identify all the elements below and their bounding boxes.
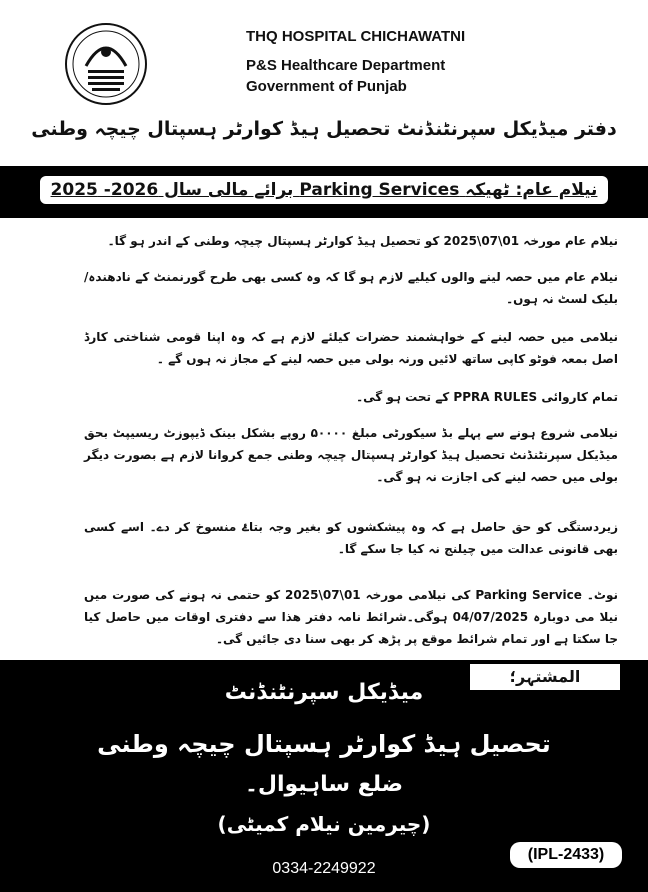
paragraph-ppra: تمام کاروائی PPRA RULES کے تحت ہو گی۔ [356, 390, 618, 404]
hospital-name: THQ HOSPITAL CHICHAWATNI [246, 28, 466, 45]
ipl-number: (IPL-2433) [510, 842, 622, 868]
paragraph-date: نیلام عام مورخہ 01\07\2025 کو تحصیل ہیڈ کوارٹر ہسپتال چیچہ وطنی کے اندر ہو گا۔ [107, 234, 618, 248]
paragraph-bid-security: نیلامی شروع ہونے سے پہلے بڈ سیکورٹی مبلغ ۵۰۰۰۰ روپے بشکل بینک ڈیپوزٹ ریسیپٹ بحق میڈیکل سپرنٹنڈنٹ تحصیل ہیڈ کوارٹر ہسپتال چیچہ وطنی جمع کروانا لازم ہے بصورت دیگر بولی میں حصہ لینے کی اجازت نہ ہو گی۔ [84, 426, 618, 484]
headline-suffix: برائے مالی سال 2026- 2025 [50, 180, 294, 200]
advertiser-label: المشتہر؛ [470, 664, 620, 690]
office-title: دفتر میڈیکل سپرنٹنڈنٹ تحصیل ہیڈ کوارٹر ہسپتال چیچہ وطنی [31, 118, 617, 140]
paragraph-eligibility: نیلام عام میں حصہ لینے والوں کیلیے لازم ہو گا کہ وہ کسی بھی طرح گورنمنٹ کے نادھندہ/ بلیک لسٹ نہ ہوں۔ [84, 270, 618, 306]
paragraph-id-card: نیلامی میں حصہ لینے کے خواہشمند حضرات کیلئے لازم ہے کہ وہ اپنا قومی شناختی کارڈ اصل بمعہ فوٹو کاپی ساتھ لائیں ورنہ بولی میں حصہ لینے کے مجاز نہ ہوں گے ۔ [84, 330, 618, 366]
signatory-hospital: تحصیل ہیڈ کوارٹر ہسپتال چیچہ وطنی [97, 730, 551, 758]
signatory-district: ضلع ساہیوال۔ [244, 772, 403, 797]
headline-prefix: نیلام عام: ٹھیکہ [465, 180, 598, 200]
signatory-committee: (چیرمین نیلام کمیٹی) [217, 812, 431, 836]
department-name: P&S Healthcare Department [246, 57, 446, 74]
punjab-government-emblem-icon [64, 22, 148, 106]
signatory-title: میڈیکل سپرنٹنڈنٹ [224, 680, 424, 705]
contact-phone: 0334-2249922 [272, 860, 376, 877]
paragraph-note: نوٹ۔ Parking Service کی نیلامی مورخہ 01\07\2025 کو حتمی نہ ہونے کی صورت میں نیلا می دوبارہ 04/07/2025 ہوگی۔شرائط نامہ دفتر ھذا سے دفتری اوقات میں حاصل کیا جا سکتا ہے اور تمام شرائط موقع پر پڑھ کر بھی سنا دی جائیں گی۔ [84, 588, 619, 646]
government-name: Government of Punjab [246, 78, 407, 95]
auction-headline [40, 176, 608, 204]
headline-service: Parking Services [299, 180, 460, 200]
paragraph-rights: زیردستگی کو حق حاصل ہے کہ وہ پیشکشوں کو بغیر وجہ بتاۓ منسوخ کر دے۔ اسے کسی بھی قانونی عدالت میں چیلنج نہ کیا جا سکے گا۔ [84, 520, 618, 556]
